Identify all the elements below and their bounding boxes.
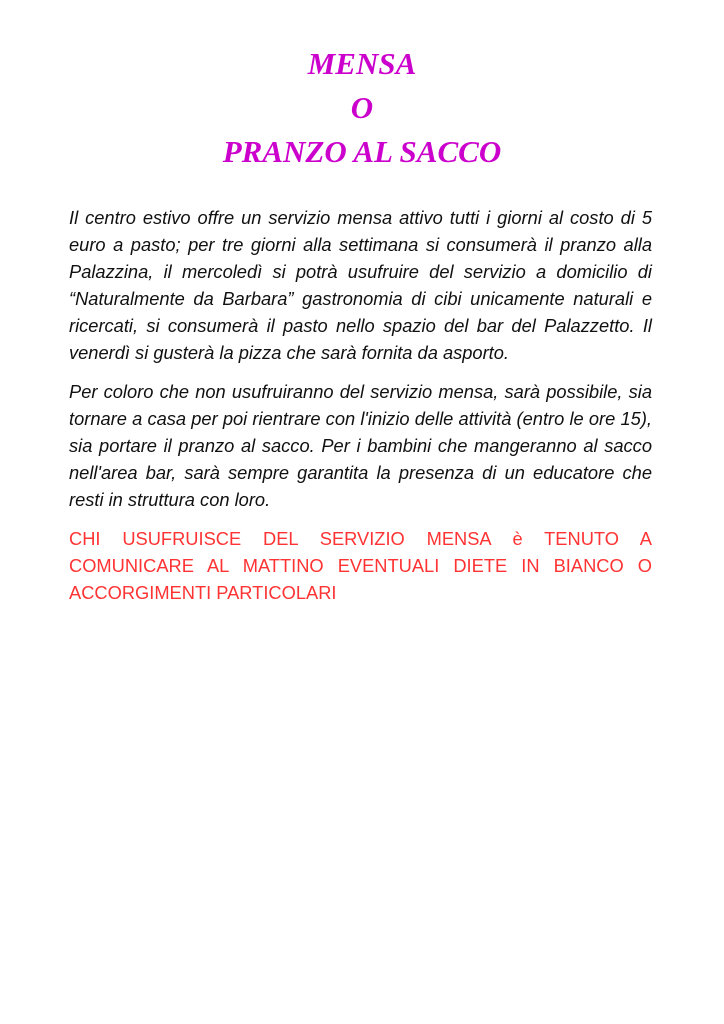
- title-line-1: MENSA: [307, 46, 417, 81]
- paragraph-mensa: Il centro estivo offre un servizio mensa attivo tutti i giorni al costo di 5 euro a pasto; per tre giorni alla settimana si consumerà il pranzo alla Palazzina, il mercoledì si potrà usufruire del servizio a domicilio di “Naturalmente da Barbara” gastronomia di cibi unicamente naturali e ricercati, si consumerà il pasto nello spazio del bar del Palazzetto. Il venerdì si gusterà la pizza che sarà fornita da asporto.: [69, 207, 652, 363]
- title-line-2: O: [350, 90, 374, 125]
- title-block: [0, 42, 724, 174]
- notice-diete: CHI USUFRUISCE DEL SERVIZIO MENSA è TENUTO A COMUNICARE AL MATTINO EVENTUALI DIETE IN BIANCO O ACCORGIMENTI PARTICOLARI: [69, 528, 652, 603]
- title-line-3: PRANZO AL SACCO: [222, 134, 502, 169]
- body-text: [69, 204, 652, 606]
- paragraph-pranzo-al-sacco: Per coloro che non usufruiranno del servizio mensa, sarà possibile, sia tornare a casa per poi rientrare con l'inizio delle attività (entro le ore 15), sia portare il pranzo al sacco. Per i bambini che mangeranno al sacco nell'area bar, sarà sempre garantita la presenza di un educatore che resti in struttura con loro.: [69, 381, 652, 510]
